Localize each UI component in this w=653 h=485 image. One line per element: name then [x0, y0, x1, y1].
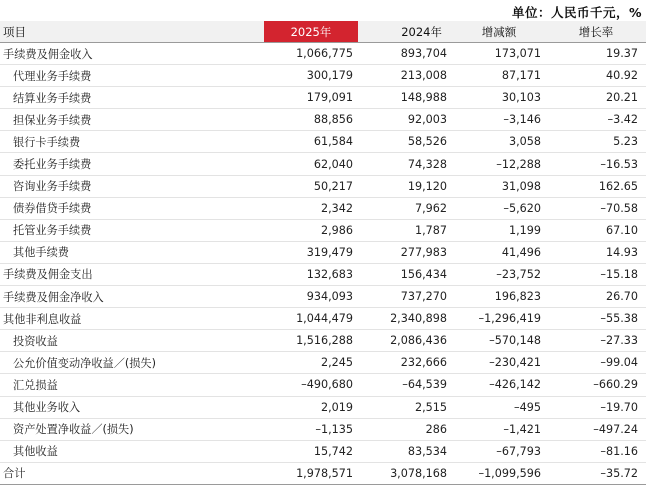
value-2025: 319,479	[264, 241, 358, 263]
value-2024: 286	[358, 418, 452, 440]
row-label: 担保业务手续费	[0, 109, 264, 131]
value-2024: 83,534	[358, 440, 452, 462]
value-rate: 67.10	[546, 219, 646, 241]
value-rate: –15.18	[546, 263, 646, 285]
value-rate: –55.38	[546, 308, 646, 330]
unit-label: 单位：人民币千元，%	[511, 5, 642, 20]
value-2025: 2,019	[264, 396, 358, 418]
row-label: 债券借贷手续费	[0, 197, 264, 219]
value-2025: 300,179	[264, 65, 358, 87]
value-2024: 2,515	[358, 396, 452, 418]
value-2024: –64,539	[358, 374, 452, 396]
table-row	[0, 462, 646, 484]
table-row	[0, 43, 646, 65]
row-label: 资产处置净收益／(损失)	[0, 418, 264, 440]
value-change: –12,288	[452, 153, 546, 175]
row-label: 手续费及佣金支出	[0, 263, 264, 285]
value-rate: –19.70	[546, 396, 646, 418]
value-2024: 2,340,898	[358, 308, 452, 330]
table-row	[0, 219, 646, 241]
value-rate: 20.21	[546, 87, 646, 109]
value-rate: 5.23	[546, 131, 646, 153]
value-change: –495	[452, 396, 546, 418]
value-2025: 88,856	[264, 109, 358, 131]
value-2025: –1,135	[264, 418, 358, 440]
header-change: 增减额	[452, 21, 546, 43]
row-label: 委托业务手续费	[0, 153, 264, 175]
value-change: 41,496	[452, 241, 546, 263]
value-rate: –3.42	[546, 109, 646, 131]
value-2024: 92,003	[358, 109, 452, 131]
value-2025: 2,245	[264, 352, 358, 374]
value-2025: 1,066,775	[264, 43, 358, 65]
header-2024: 2024年	[358, 21, 452, 43]
value-rate: –497.24	[546, 418, 646, 440]
value-change: –23,752	[452, 263, 546, 285]
header-row	[0, 21, 646, 43]
row-label: 汇兑损益	[0, 374, 264, 396]
value-rate: 26.70	[546, 286, 646, 308]
header-item: 项目	[0, 21, 264, 43]
value-2024: 893,704	[358, 43, 452, 65]
value-change: –5,620	[452, 197, 546, 219]
value-2025: 50,217	[264, 175, 358, 197]
table-row	[0, 352, 646, 374]
table-row	[0, 374, 646, 396]
row-label: 其他非利息收益	[0, 308, 264, 330]
value-change: –1,421	[452, 418, 546, 440]
row-label: 手续费及佣金收入	[0, 43, 264, 65]
value-2024: 19,120	[358, 175, 452, 197]
value-change: 3,058	[452, 131, 546, 153]
value-2024: 7,962	[358, 197, 452, 219]
value-2025: 2,342	[264, 197, 358, 219]
value-change: 173,071	[452, 43, 546, 65]
value-change: 30,103	[452, 87, 546, 109]
value-2024: 2,086,436	[358, 330, 452, 352]
row-label: 其他收益	[0, 440, 264, 462]
value-change: –67,793	[452, 440, 546, 462]
value-2024: 156,434	[358, 263, 452, 285]
value-2024: 74,328	[358, 153, 452, 175]
value-rate: –27.33	[546, 330, 646, 352]
value-rate: –16.53	[546, 153, 646, 175]
row-label: 其他手续费	[0, 241, 264, 263]
value-2025: 132,683	[264, 263, 358, 285]
income-table	[0, 21, 646, 485]
value-change: –570,148	[452, 330, 546, 352]
value-rate: –81.16	[546, 440, 646, 462]
value-change: –426,142	[452, 374, 546, 396]
value-rate: –35.72	[546, 462, 646, 484]
value-2025: 934,093	[264, 286, 358, 308]
value-2025: 62,040	[264, 153, 358, 175]
value-rate: –70.58	[546, 197, 646, 219]
value-rate: 162.65	[546, 175, 646, 197]
value-2024: 213,008	[358, 65, 452, 87]
table-row	[0, 286, 646, 308]
table-row	[0, 153, 646, 175]
row-label: 合计	[0, 462, 264, 484]
table-row	[0, 87, 646, 109]
table-row	[0, 175, 646, 197]
table-row	[0, 131, 646, 153]
value-2024: 3,078,168	[358, 462, 452, 484]
value-change: 196,823	[452, 286, 546, 308]
value-change: –3,146	[452, 109, 546, 131]
value-rate: –660.29	[546, 374, 646, 396]
value-2024: 737,270	[358, 286, 452, 308]
value-2024: 277,983	[358, 241, 452, 263]
row-label: 代理业务手续费	[0, 65, 264, 87]
row-label: 结算业务手续费	[0, 87, 264, 109]
value-2025: 1,516,288	[264, 330, 358, 352]
table-row	[0, 109, 646, 131]
value-2024: 232,666	[358, 352, 452, 374]
row-label: 银行卡手续费	[0, 131, 264, 153]
header-rate: 增长率	[546, 21, 646, 43]
row-label: 其他业务收入	[0, 396, 264, 418]
value-change: –1,296,419	[452, 308, 546, 330]
row-label: 投资收益	[0, 330, 264, 352]
value-2025: 1,044,479	[264, 308, 358, 330]
value-rate: 19.37	[546, 43, 646, 65]
value-change: 1,199	[452, 219, 546, 241]
table-row	[0, 440, 646, 462]
value-2025: 15,742	[264, 440, 358, 462]
value-2024: 58,526	[358, 131, 452, 153]
table-row	[0, 197, 646, 219]
table-row	[0, 308, 646, 330]
value-rate: 14.93	[546, 241, 646, 263]
value-2025: 61,584	[264, 131, 358, 153]
table-row	[0, 263, 646, 285]
value-2024: 1,787	[358, 219, 452, 241]
header-2025: 2025年	[264, 21, 358, 43]
value-2024: 148,988	[358, 87, 452, 109]
value-2025: 2,986	[264, 219, 358, 241]
row-label: 托管业务手续费	[0, 219, 264, 241]
value-2025: 1,978,571	[264, 462, 358, 484]
row-label: 咨询业务手续费	[0, 175, 264, 197]
row-label: 手续费及佣金净收入	[0, 286, 264, 308]
table-row	[0, 241, 646, 263]
value-change: –1,099,596	[452, 462, 546, 484]
value-rate: 40.92	[546, 65, 646, 87]
value-change: 87,171	[452, 65, 546, 87]
table-row	[0, 330, 646, 352]
table-row	[0, 418, 646, 440]
value-2025: –490,680	[264, 374, 358, 396]
row-label: 公允价值变动净收益／(损失)	[0, 352, 264, 374]
value-2025: 179,091	[264, 87, 358, 109]
value-rate: –99.04	[546, 352, 646, 374]
table-row	[0, 396, 646, 418]
value-change: 31,098	[452, 175, 546, 197]
table-row	[0, 65, 646, 87]
value-change: –230,421	[452, 352, 546, 374]
